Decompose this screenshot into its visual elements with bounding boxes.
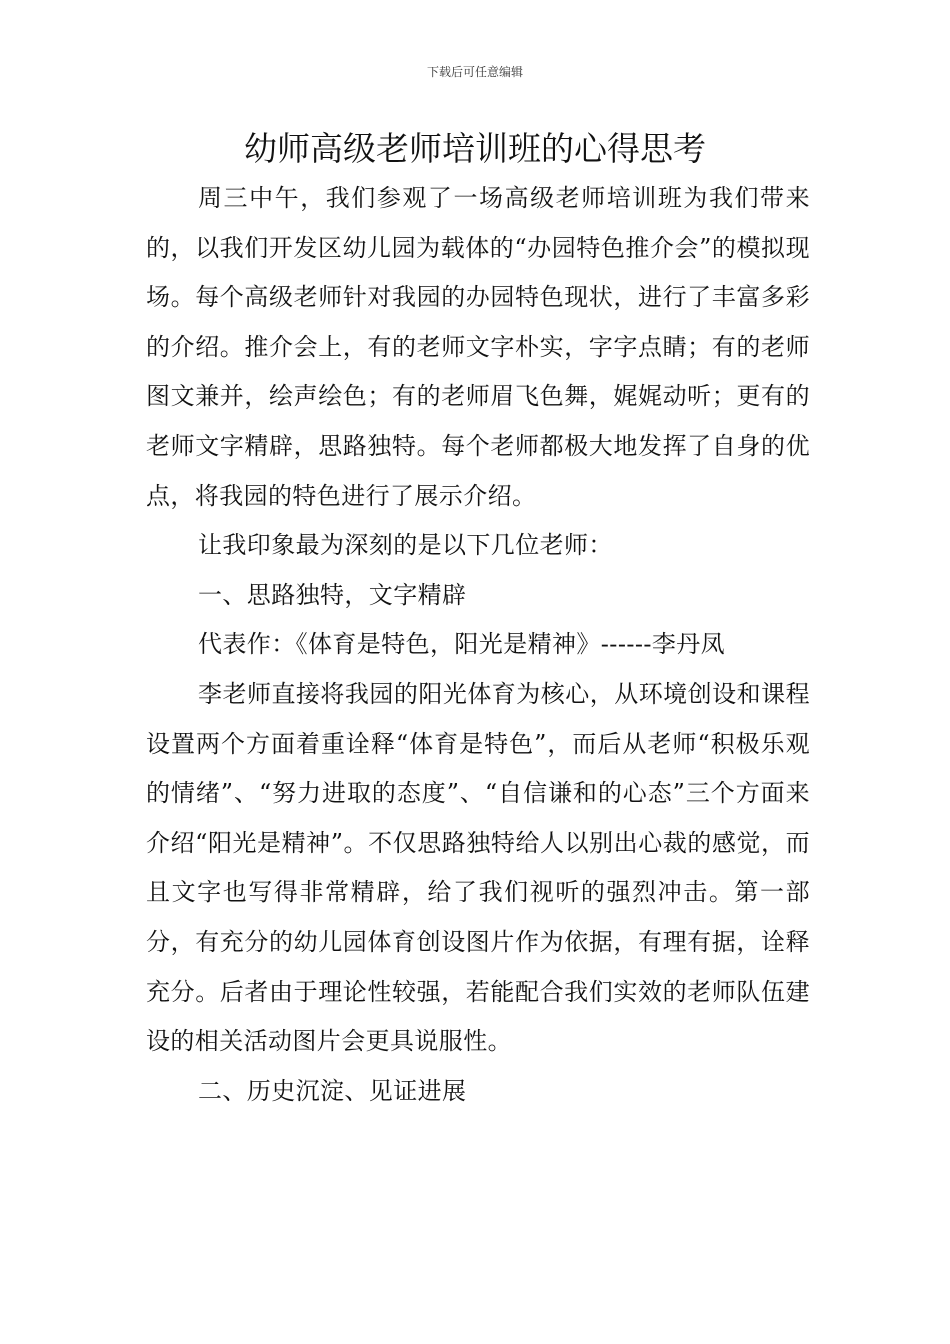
page-header-note: 下载后可任意编辑 [426,65,523,79]
paragraph-li-teacher: 李老师直接将我园的阳光体育为核心，从环境创设和课程设置两个方面着重诠释“体育是特色”，而后从老师“积极乐观的情绪”、“努力进取的态度”、“自信谦和的心态”三个方面来介绍“阳光是精神”。不仅思路独特给人以别出心裁的感觉，而且文字也写得非常精辟，给了我们视听的强烈冲击。第一部分，有充分的幼儿园体育创设图片作为依据，有理有据，诠释充分。后者由于理论性较强，若能配合我们实效的老师队伍建设的相关活动图片会更具说服性。 [146,679,810,1056]
representative-work: 代表作：《体育是特色，阳光是精神》------李丹凤 [198,630,726,659]
paragraph-intro: 周三中午，我们参观了一场高级老师培训班为我们带来的，以我们开发区幼儿园为载体的“办园特色推介会”的模拟现场。每个高级老师针对我园的办园特色现状，进行了丰富多彩的介绍。推介会上，有的老师文字朴实，字字点睛；有的老师图文兼并，绘声绘色；有的老师眉飞色舞，娓娓动听；更有的老师文字精辟，思路独特。每个老师都极大地发挥了自身的优点，将我园的特色进行了展示介绍。 [146,184,810,510]
paragraph-impression: 让我印象最为深刻的是以下几位老师： [198,531,613,560]
document-title: 幼师高级老师培训班的心得思考 [244,129,706,168]
section-heading-two: 二、历史沉淀、见证进展 [198,1076,467,1105]
document-body [146,174,810,1116]
section-heading-one: 一、思路独特，文字精辟 [198,580,467,609]
